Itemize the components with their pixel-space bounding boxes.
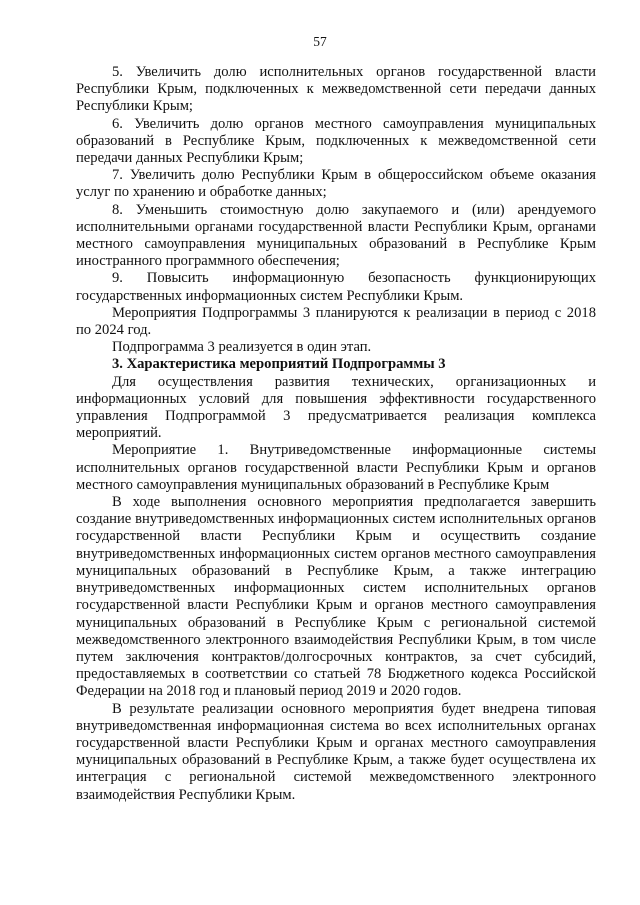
goal-item-9: 9. Повысить информационную безопасность функционирующих государственных информационных систем Республики Крым. [76,270,596,304]
goal-item-7: 7. Увеличить долю Республики Крым в общероссийском объеме оказания услуг по хранению и обработке данных; [76,167,596,201]
activity-1-title: Мероприятие 1. Внутриведомственные информационные системы исполнительных органов государственной власти Республики Крым и органов местного самоуправления муниципальных образований в Республике Крым [76,442,596,493]
implementation-period-paragraph: Мероприятия Подпрограммы 3 планируются к реализации в период с 2018 по 2024 год. [76,304,596,339]
activity-1-description: В ходе выполнения основного мероприятия предполагается завершить создание внутриведомственных информационных систем исполнительных органов государственной власти Республики Крым и осуществить создание внутриведомственных информационных систем органов местного самоуправления муниципальных образований в Республике Крым, а также интеграцию внутриведомственных информационных систем исполнительных органов государственной власти Республики Крым и органов местного самоуправления муниципальных образований в Республике Крым с региональной системой межведомственного электронного взаимодействия Республики Крым, в том числе путем заключения контрактов/долгосрочных контрактов, за счет субсидий, предоставляемых в соответствии со статьей 78 Бюджетного кодекса Российской Федерации на 2018 год и плановый период 2019 и 2020 годов. [76,494,596,700]
section-intro-paragraph: Для осуществления развития технических, организационных и информационных условий для повышения эффективности государственного управления Подпрограммой 3 предусматривается реализация комплекса мероприятий. [76,373,596,442]
section-heading: 3. Характеристика мероприятий Подпрограммы 3 [112,356,446,373]
goal-item-5: 5. Увеличить долю исполнительных органов государственной власти Республики Крым, подключенных к межведомственной сети передачи данных Республики Крым; [76,64,596,115]
goal-item-8: 8. Уменьшить стоимостную долю закупаемого и (или) арендуемого исполнительными органами государственной власти Республики Крым, органами местного самоуправления муниципальных образований в Республике Крым иностранного программного обеспечения; [76,201,596,270]
goal-item-6: 6. Увеличить долю органов местного самоуправления муниципальных образований в Республике Крым, подключенных к межведомственной сети передачи данных Республики Крым; [76,115,596,167]
implementation-stage-paragraph: Подпрограмма 3 реализуется в один этап. [112,339,372,356]
activity-1-result: В результате реализации основного мероприятия будет внедрена типовая внутриведомственная информационная система во всех исполнительных органах государственной власти Республики Крым и органах местного самоуправления муниципальных образований в Республике Крым, а также будет осуществлена их интеграция с региональной системой межведомственного электронного взаимодействия Республики Крым. [76,700,596,803]
document-body [76,64,596,804]
page-number: 57 [313,34,327,49]
